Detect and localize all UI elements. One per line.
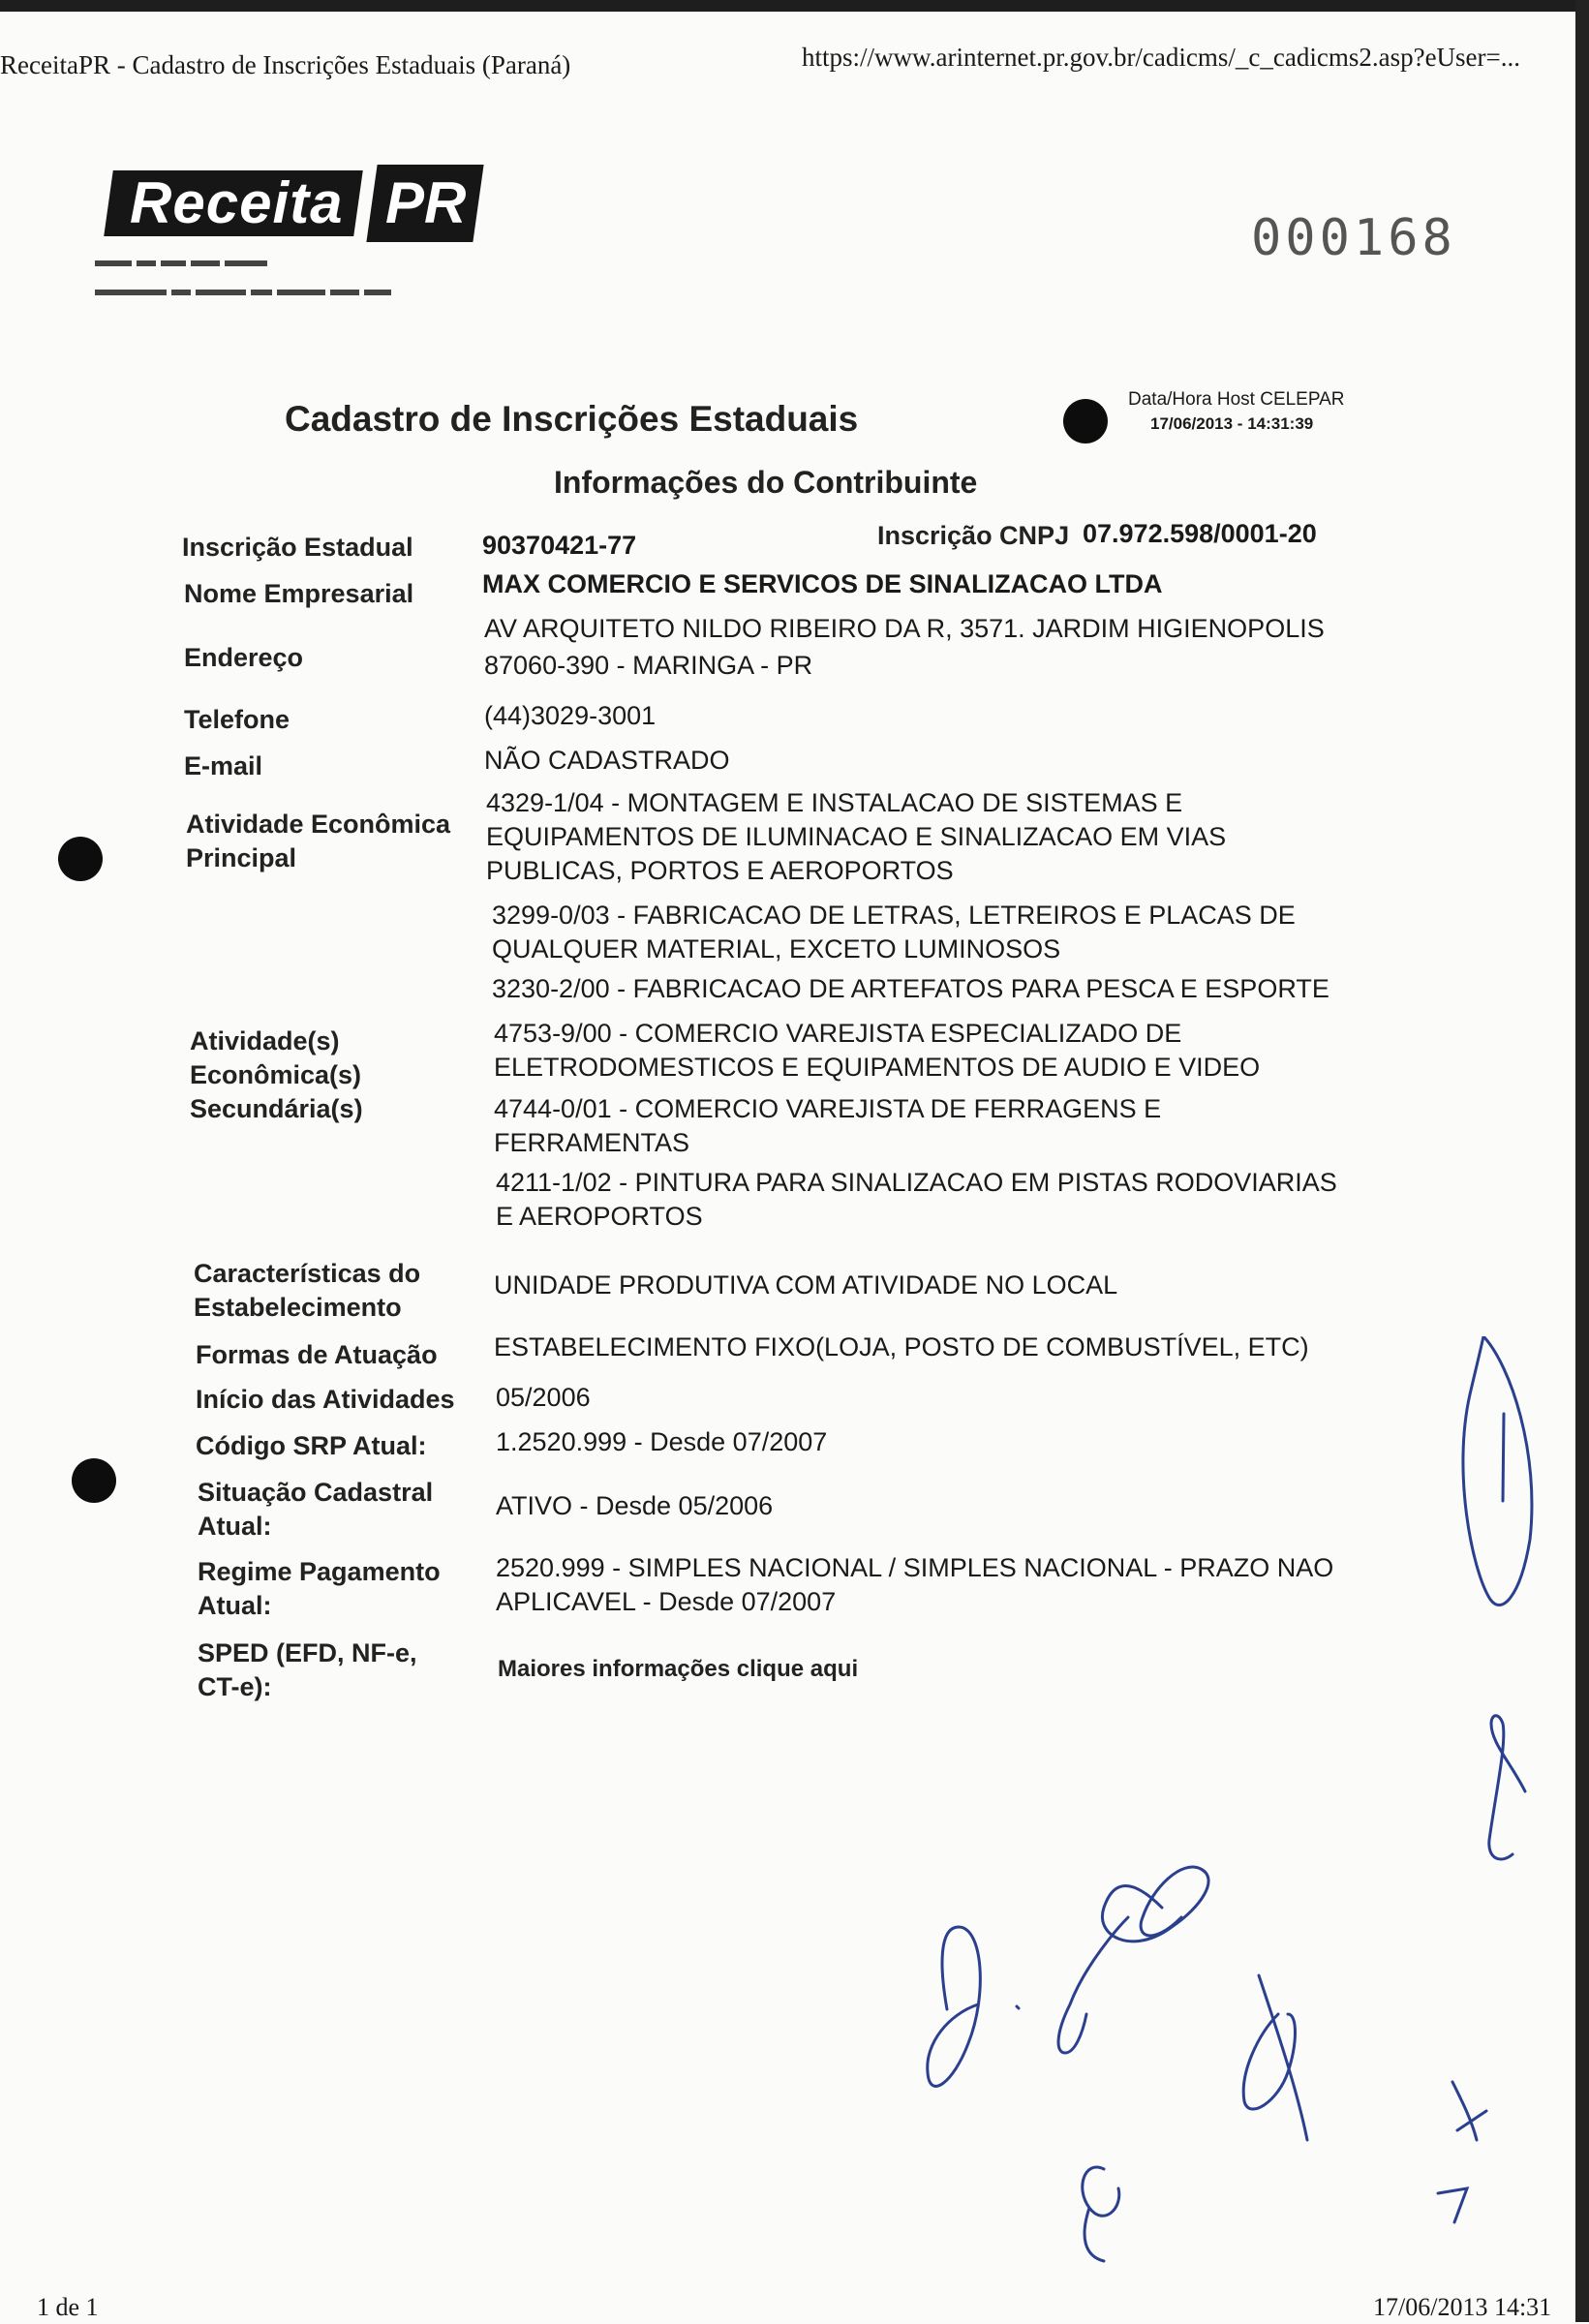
logo-text-receita: Receita: [130, 170, 344, 235]
section-title: Informações do Contribuinte: [554, 465, 978, 500]
nome-empresarial-label: Nome Empresarial: [184, 579, 414, 608]
signature-initial: [928, 1927, 981, 2086]
caracteristicas-label: Características do Estabelecimento: [194, 1259, 421, 1322]
telefone-value: (44)3029-3001: [484, 701, 657, 730]
inicio-atividades-value: 05/2006: [496, 1383, 591, 1412]
email-label: E-mail: [184, 751, 263, 780]
signature-stroke: [1058, 1917, 1128, 2053]
datetime-value: 17/06/2013 - 14:31:39: [1150, 414, 1314, 433]
inicio-atividades-label: Início das Atividades: [196, 1385, 455, 1414]
atividade-secundaria-item: 4744-0/01 - COMERCIO VAREJISTA DE FERRAGENS E FERRAMENTAS: [494, 1094, 1162, 1157]
formas-atuacao-label: Formas de Atuação: [196, 1340, 438, 1369]
sped-more-info-link[interactable]: Maiores informações clique aqui: [498, 1656, 859, 1682]
inscricao-estadual-label: Inscrição Estadual: [182, 533, 413, 562]
formas-atuacao-value: ESTABELECIMENTO FIXO(LOJA, POSTO DE COMBUSTÍVEL, ETC): [494, 1332, 1309, 1361]
top-border: [0, 0, 1589, 12]
logo-subtitle-line2: [95, 283, 453, 290]
sped-label: SPED (EFD, NF-e, CT-e):: [198, 1638, 417, 1701]
logo-subtitle-line1: [95, 254, 303, 261]
footer-print-datetime: 17/06/2013 14:31: [1373, 2293, 1552, 2321]
email-value: NÃO CADASTRADO: [484, 746, 730, 775]
page-number-circle: [1463, 1336, 1532, 1605]
bullet-dot-icon: [1063, 399, 1108, 443]
regime-pagamento-label: Regime Pagamento Atual:: [198, 1557, 441, 1620]
signature-seven: [1438, 2188, 1467, 2222]
signature-bottom: [1083, 2167, 1119, 2261]
page-title: Cadastro de Inscrições Estaduais: [285, 399, 859, 439]
signature-cross: [1243, 1975, 1307, 2140]
situacao-cadastral-label: Situação Cadastral Atual:: [198, 1478, 434, 1541]
codigo-srp-value: 1.2520.999 - Desde 07/2007: [496, 1427, 828, 1456]
situacao-cadastral-value: ATIVO - Desde 05/2006: [496, 1491, 774, 1520]
telefone-label: Telefone: [184, 705, 290, 734]
logo-text-pr: PR: [385, 170, 467, 235]
cnpj-value: 07.972.598/0001-20: [1083, 519, 1317, 548]
nome-empresarial-value: MAX COMERCIO E SERVICOS DE SINALIZACAO LTDA: [482, 569, 1163, 598]
right-border: [1575, 0, 1589, 2322]
bullet-dot-icon: [58, 837, 103, 881]
atividade-principal-label: Atividade Econômica Principal: [186, 810, 451, 872]
endereco-line2: 87060-390 - MARINGA - PR: [484, 651, 813, 680]
browser-page-title: ReceitaPR - Cadastro de Inscrições Estaduais (Paraná): [0, 50, 571, 79]
atividade-secundaria-item: 3230-2/00 - FABRICACAO DE ARTEFATOS PARA PESCA E ESPORTE: [492, 974, 1329, 1003]
receita-pr-logo: [108, 165, 486, 244]
datetime-label: Data/Hora Host CELEPAR: [1128, 389, 1345, 410]
cnpj-label: Inscrição CNPJ: [877, 521, 1070, 550]
inscricao-estadual-value: 90370421-77: [482, 531, 637, 560]
regime-pagamento-value: 2520.999 - SIMPLES NACIONAL / SIMPLES NACIONAL - PRAZO NAO APLICAVEL - Desde 07/2007: [496, 1553, 1334, 1616]
codigo-srp-label: Código SRP Atual:: [196, 1431, 427, 1460]
document-stamp-number: 000168: [1251, 209, 1456, 267]
caracteristicas-value: UNIDADE PRODUTIVA COM ATIVIDADE NO LOCAL: [494, 1270, 1118, 1300]
browser-url[interactable]: https://www.arinternet.pr.gov.br/cadicms/_c_cadicms2.asp?eUser=...: [802, 43, 1521, 72]
signature-loops: [1102, 1867, 1208, 1942]
bullet-dot-icon: [72, 1458, 116, 1503]
signature-dot: [1017, 2006, 1019, 2008]
atividade-secundaria-item: 4211-1/02 - PINTURA PARA SINALIZACAO EM PISTAS RODOVIARIAS E AEROPORTOS: [496, 1168, 1337, 1231]
handwritten-signatures: [910, 1336, 1588, 2324]
atividade-secundaria-item: 3299-0/03 - FABRICACAO DE LETRAS, LETREIROS E PLACAS DE QUALQUER MATERIAL, EXCETO LUMINOSOS: [492, 901, 1296, 963]
footer-page-count: 1 de 1: [37, 2293, 99, 2321]
page-number-mark: [1503, 1414, 1504, 1501]
endereco-line1: AV ARQUITETO NILDO RIBEIRO DA R, 3571. JARDIM HIGIENOPOLIS: [484, 614, 1325, 643]
atividades-secundarias-label: Atividade(s) Econômica(s) Secundária(s): [190, 1026, 363, 1123]
atividade-secundaria-item: 4753-9/00 - COMERCIO VAREJISTA ESPECIALIZADO DE ELETRODOMESTICOS E EQUIPAMENTOS DE AUDIO E VIDEO: [494, 1019, 1261, 1082]
signature-x: [1452, 2082, 1486, 2140]
endereco-label: Endereço: [184, 643, 304, 672]
atividade-principal-value: 4329-1/04 - MONTAGEM E INSTALACAO DE SISTEMAS E EQUIPAMENTOS DE ILUMINACAO E SINALIZACAO EM VIAS PUBLICAS, PORTOS E AEROPORTOS: [486, 788, 1227, 885]
rubric-mark: [1489, 1716, 1525, 1859]
